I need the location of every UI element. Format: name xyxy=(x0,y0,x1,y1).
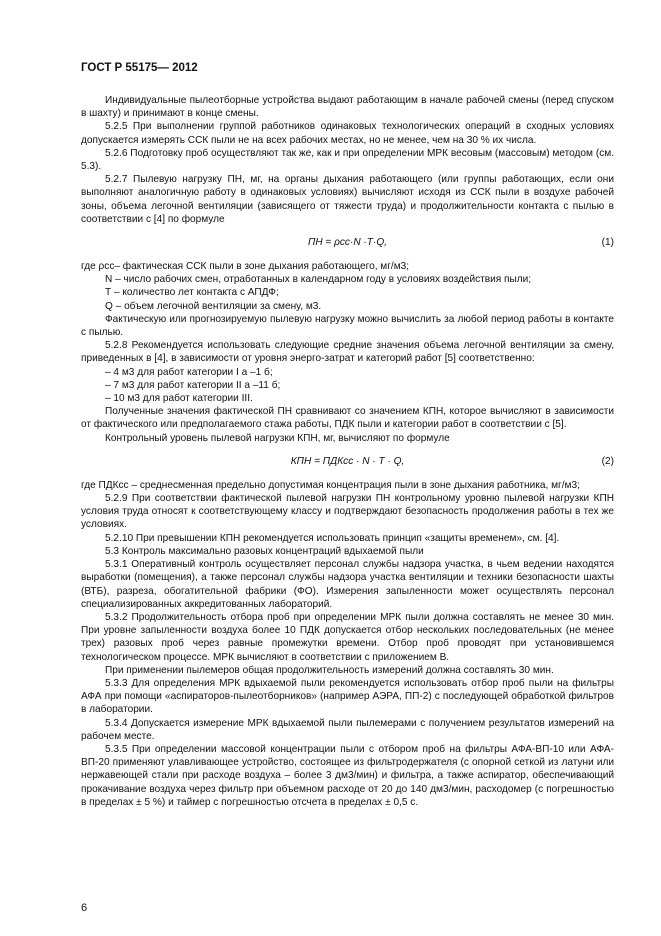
document-body xyxy=(81,94,614,809)
list-item: – 4 м3 для работ категории I а –1 б; xyxy=(105,366,273,378)
where-clause: где ПДКсс – среднесменная предельно допустимая концентрация пыли в зоне дыхания работника, мг/м3; xyxy=(81,479,580,491)
where-clause: где ρсс– фактическая ССК пыли в зоне дыхания работающего, мг/м3; xyxy=(81,261,410,273)
paragraph: При применении пылемеров общая продолжительность измерений должна составлять 30 мин. xyxy=(105,664,554,676)
paragraph: 5.2.5 При выполнении группой работников одинаковых технологических операций в сходных условиях допускается измерять ССК пыли не на всех рабочих местах, но не менее, чем на 30 % их числа. xyxy=(81,121,614,146)
formula-text: ПН = ρсс·N ·T·Q, xyxy=(308,237,387,249)
formula-1 xyxy=(81,232,614,256)
where-clause: N – число рабочих смен, отработанных в календарном году в условиях воздействия пыли; xyxy=(105,274,532,286)
paragraph: 5.3.5 При определении массовой концентрации пыли с отбором проб на фильтры АФА-ВП-10 или АФА-ВП-20 применяют улавливающее устройство, состоящее из фильтродержателя (с опорной сеткой из латуни или нержавеющей стали при расходе воздуха – более 3 дм3/мин) и фильтра, а также аспиратор, обеспечивающий прокачивание воздуха через фильтр при объемном расходе от 20 до 140 дм3/мин, расходомер (с погрешностью в пределах ± 5 %) и таймер с погрешностью отсчета в пределах ± 0,5 с. xyxy=(81,743,614,808)
formula-2 xyxy=(81,451,614,475)
where-clause: Q – объем легочной вентиляции за смену, м3. xyxy=(105,300,322,312)
paragraph: 5.3.1 Оперативный контроль осуществляет персонал службы надзора участка, в чьем ведении находятся выработки (помещения), а также персонал службы надзора участка вентиляции и техники безопасности шахты (ВТБ), разреза, обогатительной фабрики (ФО). Измерения запыленности может осуществлять персонал специализированных аккредитованных лабораторий. xyxy=(81,559,614,610)
where-clause: Т – количество лет контакта с АПДФ; xyxy=(105,287,279,299)
paragraph: 5.2.9 При соответствии фактической пылевой нагрузки ПН контрольному уровню пылевой нагрузки КПН условия труда относят к соответствующему классу и подтверждают безопасность продолжения работы в тех же условиях. xyxy=(81,493,614,531)
paragraph: 5.2.7 Пылевую нагрузку ПН, мг, на органы дыхания работающего (или группы работающих, если они выполняют аналогичную работу в одинаковых условиях) вычисляют исходя из ССК пыли в воздухе рабочей зоны, объема легочной вентиляции (зависящего от тяжести труда) и продолжительности контакта с пылью в соответствии с [4] по формуле xyxy=(81,174,614,225)
list-item: – 10 м3 для работ категории III. xyxy=(105,393,253,405)
paragraph: 5.3.2 Продолжительность отбора проб при определении МРК пыли должна составлять не менее 30 мин. При уровне запыленности воздуха более 10 ПДК допускается отбор нескольких последовательных (не менее трех) разовых проб через равные промежутки времени. Отбор проб проводят при установившемся технологическом процессе. МРК вычисляют в соответствии с приложением В. xyxy=(81,611,614,663)
page-number: 6 xyxy=(81,902,88,914)
formula-text: КПН = ПДКсс · N · T · Q, xyxy=(290,455,405,467)
list-item: – 7 м3 для работ категории II а –11 б; xyxy=(105,379,281,391)
paragraph: Контрольный уровень пылевой нагрузки КПН, мг, вычисляют по формуле xyxy=(105,432,450,444)
paragraph: 5.2.6 Подготовку проб осуществляют так же, как и при определении МРК весовым (массовым) методом (см. 5.3). xyxy=(81,147,614,173)
paragraph: Полученные значения фактической ПН сравнивают со значением КПН, которое вычисляют в зависимости от фактического или предполагаемого стажа работы, ПДК пыли и категории работ в соответствии с [5]. xyxy=(81,406,614,431)
paragraph: Индивидуальные пылеотборные устройства выдают работающим в начале рабочей смены (перед спуском в шахту) и принимают в конце смены. xyxy=(81,95,614,120)
section-heading: 5.3 Контроль максимально разовых концентраций вдыхаемой пыли xyxy=(105,545,424,557)
paragraph: 5.3.3 Для определения МРК вдыхаемой пыли рекомендуется использовать отбор проб пыли на фильтры АФА при помощи «аспираторов-пылеотборников» (например АЭРА, ПП-2) с последующей обработкой фильтров в лаборатории. xyxy=(81,677,614,716)
paragraph: 5.2.8 Рекомендуется использовать следующие средние значения объема легочной вентиляции за смену, приведенных в [4], в зависимости от уровня энерго-затрат и категорий работ [5] соответственно: xyxy=(81,340,614,365)
paragraph: 5.3.4 Допускается измерение МРК вдыхаемой пыли пылемерами с получением результатов измерений на рабочем месте. xyxy=(81,717,614,742)
paragraph: 5.2.10 При превышении КПН рекомендуется использовать принцип «защиты временем», см. [4]. xyxy=(105,532,560,544)
formula-number: (1) xyxy=(601,237,614,249)
page-header: ГОСТ Р 55175— 2012 xyxy=(81,62,198,74)
paragraph: Фактическую или прогнозируемую пылевую нагрузку можно вычислить за любой период работы в контакте с пылью. xyxy=(81,313,614,339)
formula-number: (2) xyxy=(601,455,614,467)
